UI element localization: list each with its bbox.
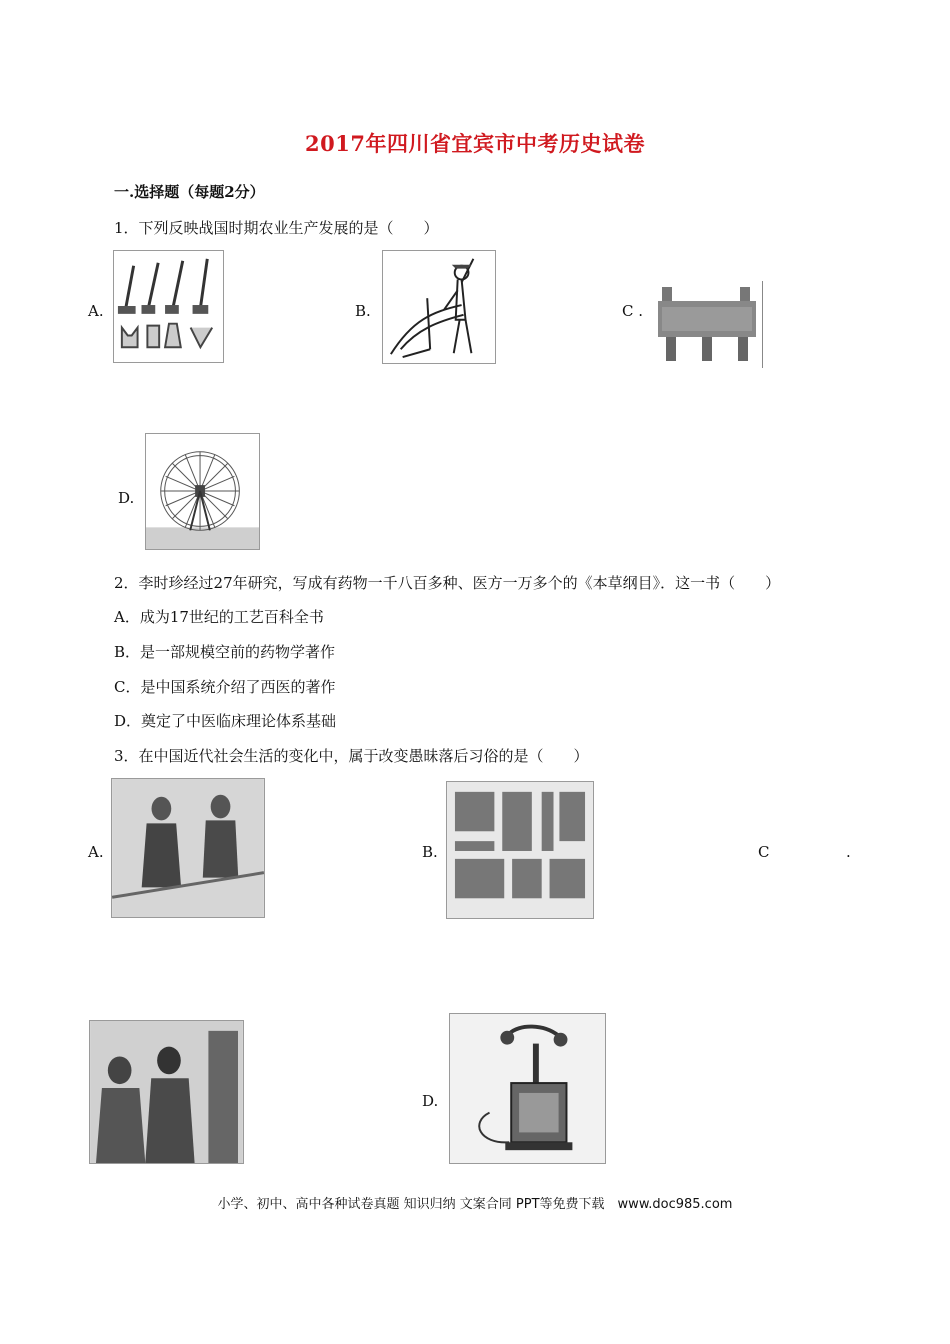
q3-option-c-label[interactable]: C [758,843,770,861]
q3-option-a-label[interactable]: A. [88,843,104,861]
question-1-stem: 1．下列反映战国时期农业生产发展的是（ ） [114,219,439,237]
q3-option-d-label[interactable]: D. [422,1092,439,1110]
question-2-stem: 2．李时珍经过27年研究，写成有药物一千八百多种、医方一万多个的《本草纲目》．这一书（ ） [114,574,781,592]
question-3-stem: 3．在中国近代社会生活的变化中，属于改变愚昧落后习俗的是（ ） [114,747,589,765]
q1-option-b-label[interactable]: B. [355,302,371,320]
exam-title: 2017年四川省宜宾市中考历史试卷 [305,131,645,156]
people-photo-illustration [112,779,264,917]
q2-option-a[interactable]: A．成为17世纪的工艺百科全书 [114,608,324,626]
q1-option-c-image[interactable] [652,281,763,368]
q1-option-a-image[interactable] [113,250,224,363]
q1-option-b-image[interactable] [382,250,496,364]
newspaper-illustration [447,782,593,918]
q2-option-b[interactable]: B．是一部规模空前的药物学著作 [114,643,336,661]
q2-option-d[interactable]: D．奠定了中医临床理论体系基础 [114,712,337,730]
q3-option-b-label[interactable]: B. [422,843,438,861]
ox-plough-farmer-illustration [383,251,495,363]
q3-option-b-image[interactable] [446,781,594,919]
iron-farm-tools-illustration [114,251,223,362]
q3-option-c-image[interactable] [89,1020,244,1164]
q1-option-c-label[interactable]: C . [622,302,644,320]
water-wheel-illustration [146,434,259,549]
q3-option-c-separator: . [846,843,851,861]
footer-text: 小学、初中、高中各种试卷真题 知识归纳 文案合同 PPT等免费下载 www.doc985.com [217,1197,733,1212]
crowd-photo-illustration [90,1021,243,1163]
q3-option-d-image[interactable] [449,1013,606,1164]
q1-option-d-label[interactable]: D. [118,489,135,507]
q1-option-a-label[interactable]: A. [88,302,104,320]
q3-option-a-image[interactable] [111,778,265,918]
antique-telephone-illustration [450,1014,605,1163]
q2-option-c[interactable]: C．是中国系统介绍了西医的著作 [114,678,336,696]
section-heading: 一.选择题（每题2分） [114,183,265,201]
bronze-ding-vessel-illustration [652,281,762,368]
q1-option-d-image[interactable] [145,433,260,550]
